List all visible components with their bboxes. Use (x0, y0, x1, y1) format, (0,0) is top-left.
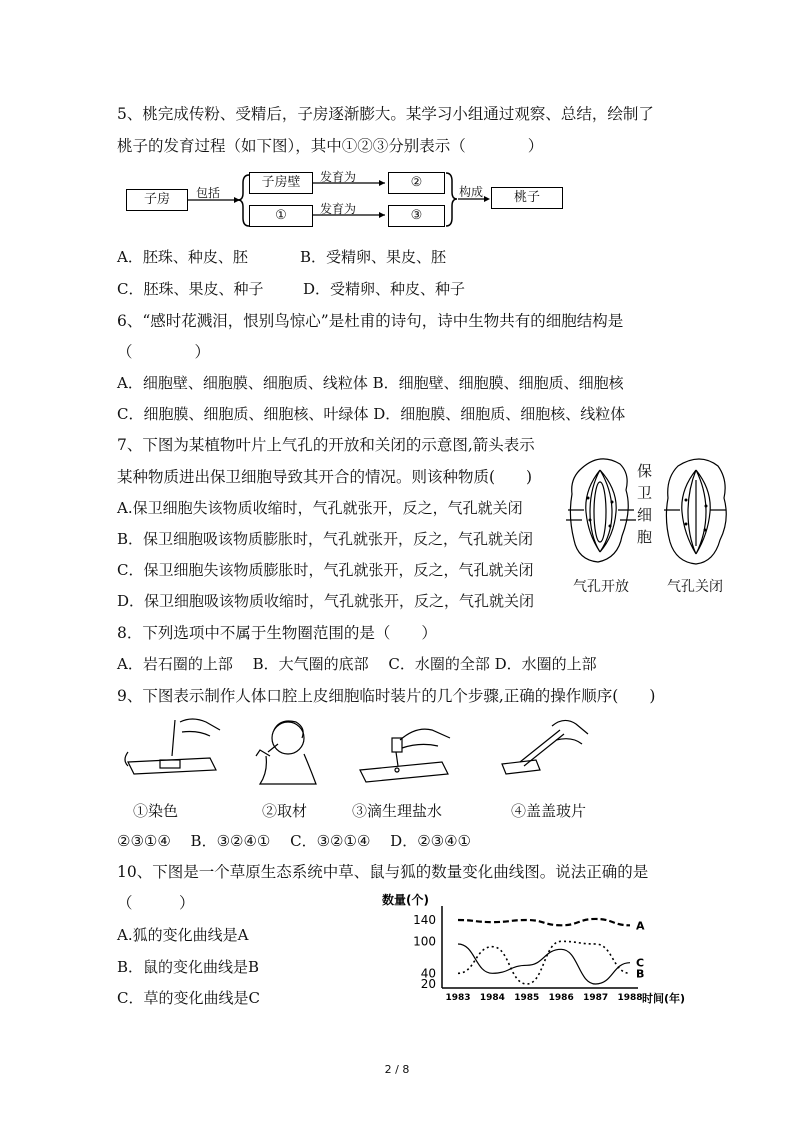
chart-x-tick-label: 1988 (617, 993, 643, 1003)
q5-stem-line2: 桃子的发育过程（如下图），其中①②③分别表示（ ） (117, 137, 544, 155)
circle3-box: ③ (388, 205, 445, 227)
q7-option-a: A.保卫细胞失该物质收缩时，气孔就张开，反之，气孔就关闭 (117, 499, 523, 517)
chart-axes (442, 906, 638, 988)
stoma-open-caption: 气孔开放 (573, 579, 629, 595)
q7-option-c: C．保卫细胞失该物质膨胀时，气孔就张开，反之，气孔就关闭 (117, 561, 534, 579)
q5-option-a: A．胚珠、种皮、胚 (117, 248, 248, 266)
forms-label: 构成 (459, 185, 484, 199)
chart-x-tick-label: 1985 (514, 993, 540, 1003)
slide-steps-drawing (120, 712, 590, 794)
chart-y-tick-label: 100 (413, 934, 436, 949)
chart-series-A-line (458, 919, 630, 925)
chart-series (458, 919, 645, 984)
develops-label-1: 发育为 (320, 170, 357, 184)
step-3-label: ③滴生理盐水 (352, 802, 443, 820)
q6-options-ab: A．细胞壁、细胞膜、细胞质、线粒体 B．细胞壁、细胞膜、细胞质、细胞核 (117, 374, 624, 392)
population-chart (376, 888, 686, 1010)
ovary-box: 子房 (126, 189, 188, 211)
q10-stem-line2: （ ） (117, 894, 195, 912)
chart-y-tick-label: 20 (420, 977, 436, 991)
chart-y-tick-label: 140 (413, 913, 436, 927)
chart-x-tick-label: 1987 (583, 993, 609, 1003)
chart-series-C-label: C (636, 956, 645, 970)
q10-option-c: C．草的变化曲线是C (117, 989, 260, 1007)
q10-option-a: A.狐的变化曲线是A (117, 926, 249, 944)
q6-options-cd: C．细胞膜、细胞质、细胞核、叶绿体 D．细胞膜、细胞质、细胞核、线粒体 (117, 405, 626, 423)
step-4-label: ④盖盖玻片 (511, 802, 587, 820)
q5-stem-line1: 5、桃完成传粉、受精后，子房逐渐膨大。某学习小组通过观察、总结，绘制了 (117, 105, 654, 123)
chart-x-label: 时间(年) (642, 992, 686, 1005)
diagram-connectors (0, 0, 794, 240)
chart-x-ticks (445, 993, 642, 1003)
q5-option-c: C．胚珠、果皮、种子 (117, 280, 264, 298)
includes-label: 包括 (196, 186, 221, 200)
q10-stem-line1: 10、下图是一个草原生态系统中草、鼠与狐的数量变化曲线图。说法正确的是 (117, 863, 649, 881)
ovary-wall-box: 子房壁 (249, 172, 313, 194)
guard-cell-label-3: 细 (637, 506, 653, 524)
q7-option-b: B．保卫细胞吸该物质膨胀时，气孔就张开，反之，气孔就关闭 (117, 530, 534, 548)
circle2-box: ② (388, 172, 445, 194)
q8-stem: 8．下列选项中不属于生物圈范围的是（ ） (117, 624, 437, 642)
page-number: 2 / 8 (384, 1063, 410, 1076)
guard-cell-label-1: 保 (637, 462, 653, 480)
circle1-box: ① (249, 205, 313, 227)
develops-label-2: 发育为 (320, 202, 357, 216)
chart-x-tick-label: 1984 (479, 993, 505, 1003)
step-1-label: ①染色 (133, 802, 179, 820)
q6-stem-line1: 6、“感时花溅泪，恨别鸟惊心”是杜甫的诗句，诗中生物共有的细胞结构是 (117, 312, 624, 330)
q7-option-d: D．保卫细胞吸该物质收缩时，气孔就张开，反之，气孔就关闭 (117, 592, 535, 610)
q7-stem-line1: 7、下图为某植物叶片上气孔的开放和关闭的示意图,箭头表示 (117, 436, 535, 454)
stoma-closed-caption: 气孔关闭 (667, 579, 723, 595)
chart-series-B-line (458, 941, 630, 984)
step-2-label: ②取材 (262, 802, 308, 820)
chart-y-ticks (413, 913, 436, 991)
q5-option-d: D．受精卵、种皮、种子 (303, 280, 466, 298)
q8-options: A．岩石圈的上部 B．大气圈的底部 C．水圈的全部 D．水圈的上部 (117, 655, 597, 673)
chart-x-tick-label: 1986 (548, 993, 574, 1003)
q5-option-b: B．受精卵、果皮、胚 (300, 248, 447, 266)
guard-cell-label-4: 胞 (637, 528, 653, 546)
chart-series-B-label: B (636, 967, 645, 981)
chart-y-tick-label: 40 (420, 966, 436, 981)
chart-y-label: 数量(个) (382, 893, 429, 907)
q10-option-b: B．鼠的变化曲线是B (117, 958, 260, 976)
peach-box: 桃子 (491, 187, 563, 209)
chart-series-A-label: A (636, 919, 645, 933)
q9-stem: 9、下图表示制作人体口腔上皮细胞临时装片的几个步骤,正确的操作顺序( ) (117, 687, 656, 705)
q6-stem-line2: （ ） (117, 343, 211, 361)
chart-x-tick-label: 1983 (445, 993, 471, 1003)
q9-options: ②③①④ B．③②④① C．③②①④ D．②③④① (117, 832, 471, 850)
q7-stem-line2: 某种物质进出保卫细胞导致其开合的情况。则该种物质( ) (117, 468, 533, 486)
guard-cell-label-2: 卫 (637, 484, 653, 502)
